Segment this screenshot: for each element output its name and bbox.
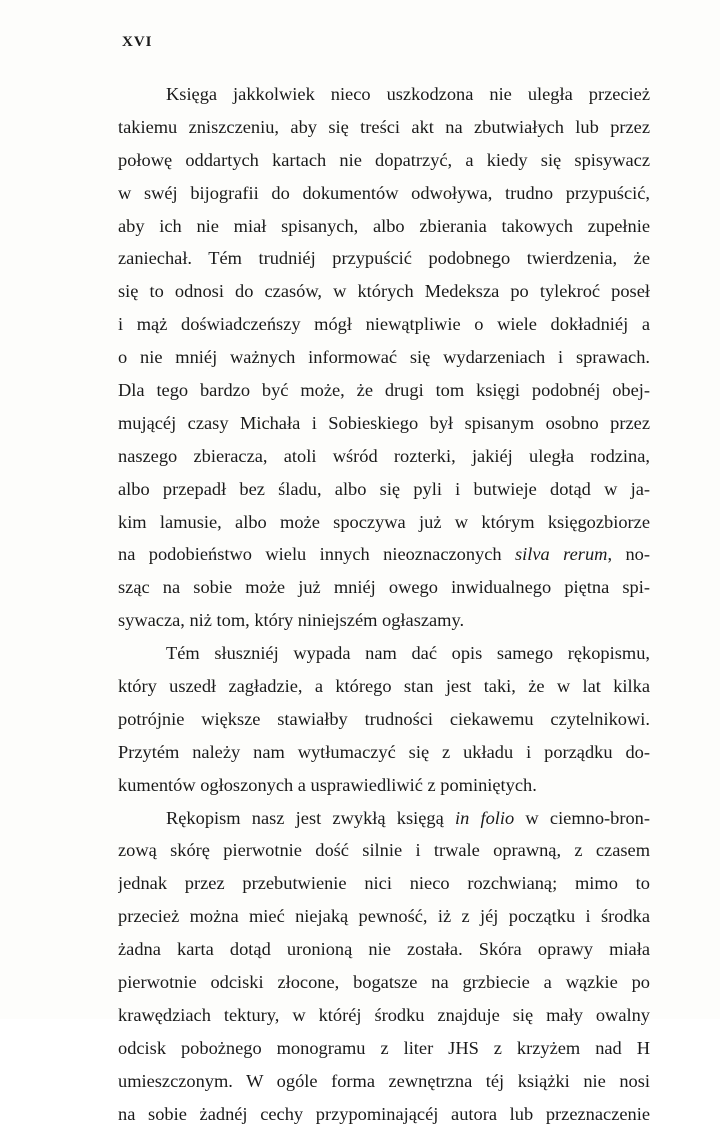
text-line [118, 1032, 650, 1065]
text-line-segment: kumentów ogłoszonych a usprawiedliwić z pominiętych. [118, 774, 537, 795]
text-line-segment: albo przepadł bez śladu, albo się pyli i butwieje dotąd w ja- [118, 478, 650, 499]
text-line [118, 210, 650, 243]
text-line [118, 78, 650, 111]
italic-phrase: silva rerum [515, 544, 608, 565]
text-line-segment: kim lamusie, albo może spoczywa już w którym księgozbiorze [118, 511, 650, 532]
text-line-segment: na podobieństwo wielu innych nieoznaczonych [118, 544, 516, 565]
text-line-segment: połowę oddartych kartach nie dopatrzyć, a kiedy się spisywacz [118, 149, 650, 170]
text-line-segment: sywacza, niż tom, który niniejszém ogłaszamy. [118, 610, 465, 631]
text-line-segment: odcisk pobożnego monogramu z liter JHS z krzyżem nad H [118, 1037, 650, 1058]
text-line [118, 111, 650, 144]
text-line-segment: żadna karta dotąd uronioną nie została. Skóra oprawy miała [118, 939, 650, 960]
text-line [118, 670, 650, 703]
text-line [118, 900, 650, 933]
text-line-segment: jednak przez przebutwienie nici nieco rozchwianą; mimo to [118, 873, 650, 894]
text-line [118, 177, 650, 210]
body-text [118, 78, 650, 1131]
text-line [118, 242, 650, 275]
text-line [118, 834, 650, 867]
text-line-segment: zaniechał. Tém trudniéj przypuścić podobnego twierdzenia, że [118, 248, 650, 269]
text-line-segment: o nie mniéj ważnych informować się wydarzeniach i sprawach. [118, 347, 650, 368]
text-line [118, 802, 650, 835]
text-line-segment: na sobie żadnéj cechy przypominającéj autora lub przeznaczenie [118, 1103, 650, 1124]
text-line-segment: umieszczonym. W ogóle forma zewnętrzna téj książki nie nosi [118, 1070, 650, 1091]
text-line-segment: pierwotnie odciski złocone, bogatsze na grzbiecie a wązkie po [118, 972, 650, 993]
text-line-segment: mującéj czasy Michała i Sobieskiego był spisanym osobno przez [118, 412, 650, 433]
text-line [118, 999, 650, 1032]
text-line-segment: Tém słuszniéj wypada nam dać opis samego rękopismu, [166, 643, 650, 664]
text-line [118, 473, 650, 506]
page-number: XVI [122, 34, 153, 50]
text-line [118, 637, 650, 670]
text-line-segment: takiemu zniszczeniu, aby się treści akt na zbutwiałych lub przez [118, 116, 650, 137]
text-line-segment: aby ich nie miał spisanych, albo zbierania takowych zupełnie [118, 215, 650, 236]
text-line-segment: który uszedł zagładzie, a którego stan jest taki, że w lat kilka [118, 676, 650, 697]
text-line [118, 736, 650, 769]
text-line-segment: Księga jakkolwiek nieco uszkodzona nie uległa przecież [166, 84, 650, 104]
text-line-segment: przecież można mieć niejaką pewność, iż z jéj początku i środka [118, 906, 650, 927]
text-line [118, 538, 650, 571]
italic-phrase: in folio [454, 807, 515, 828]
text-line [118, 604, 650, 637]
text-line [118, 933, 650, 966]
text-line-segment: naszego zbieracza, atoli wśród rozterki, jakiéj uległa rodzina, [118, 445, 650, 466]
text-line-segment: się to odnosi do czasów, w których Medeksza po tylekroć poseł [118, 281, 650, 302]
text-line [118, 703, 650, 736]
text-line [118, 341, 650, 374]
text-line-segment: w swéj bijografii do dokumentów odwoływa, trudno przypuścić, [118, 182, 650, 203]
text-line-segment: w ciemno-bron- [514, 807, 650, 828]
text-line [118, 144, 650, 177]
text-line-segment: i mąż doświadczeńszy mógł niewątpliwie o wiele dokładniéj a [118, 314, 650, 335]
text-line-segment: Dla tego bardzo być może, że drugi tom księgi podobnéj obej- [118, 380, 650, 401]
text-line-segment: sząc na sobie może już mniéj owego inwidualnego piętna spi- [118, 577, 650, 598]
text-line [118, 506, 650, 539]
text-line-segment: Rękopism nasz jest zwykłą księgą [166, 807, 455, 828]
text-line-segment: potrójnie większe stawiałby trudności ciekawemu czytelnikowi. [118, 708, 650, 729]
text-line [118, 440, 650, 473]
text-line [118, 966, 650, 999]
text-line-segment: Przytém należy nam wytłumaczyć się z układu i porządku do- [118, 741, 650, 762]
text-line [118, 867, 650, 900]
text-line-segment: zową skórę pierwotnie dość silnie i trwale oprawną, z czasem [118, 840, 650, 861]
text-line-segment: , no- [607, 544, 650, 565]
text-line [118, 571, 650, 604]
text-line [118, 374, 650, 407]
text-line [118, 407, 650, 440]
text-line [118, 1065, 650, 1098]
text-line [118, 275, 650, 308]
text-line [118, 308, 650, 341]
text-line [118, 1098, 650, 1131]
text-line-segment: krawędziach tektury, w któréj środku znajduje się mały owalny [118, 1004, 650, 1025]
text-line [118, 769, 650, 802]
